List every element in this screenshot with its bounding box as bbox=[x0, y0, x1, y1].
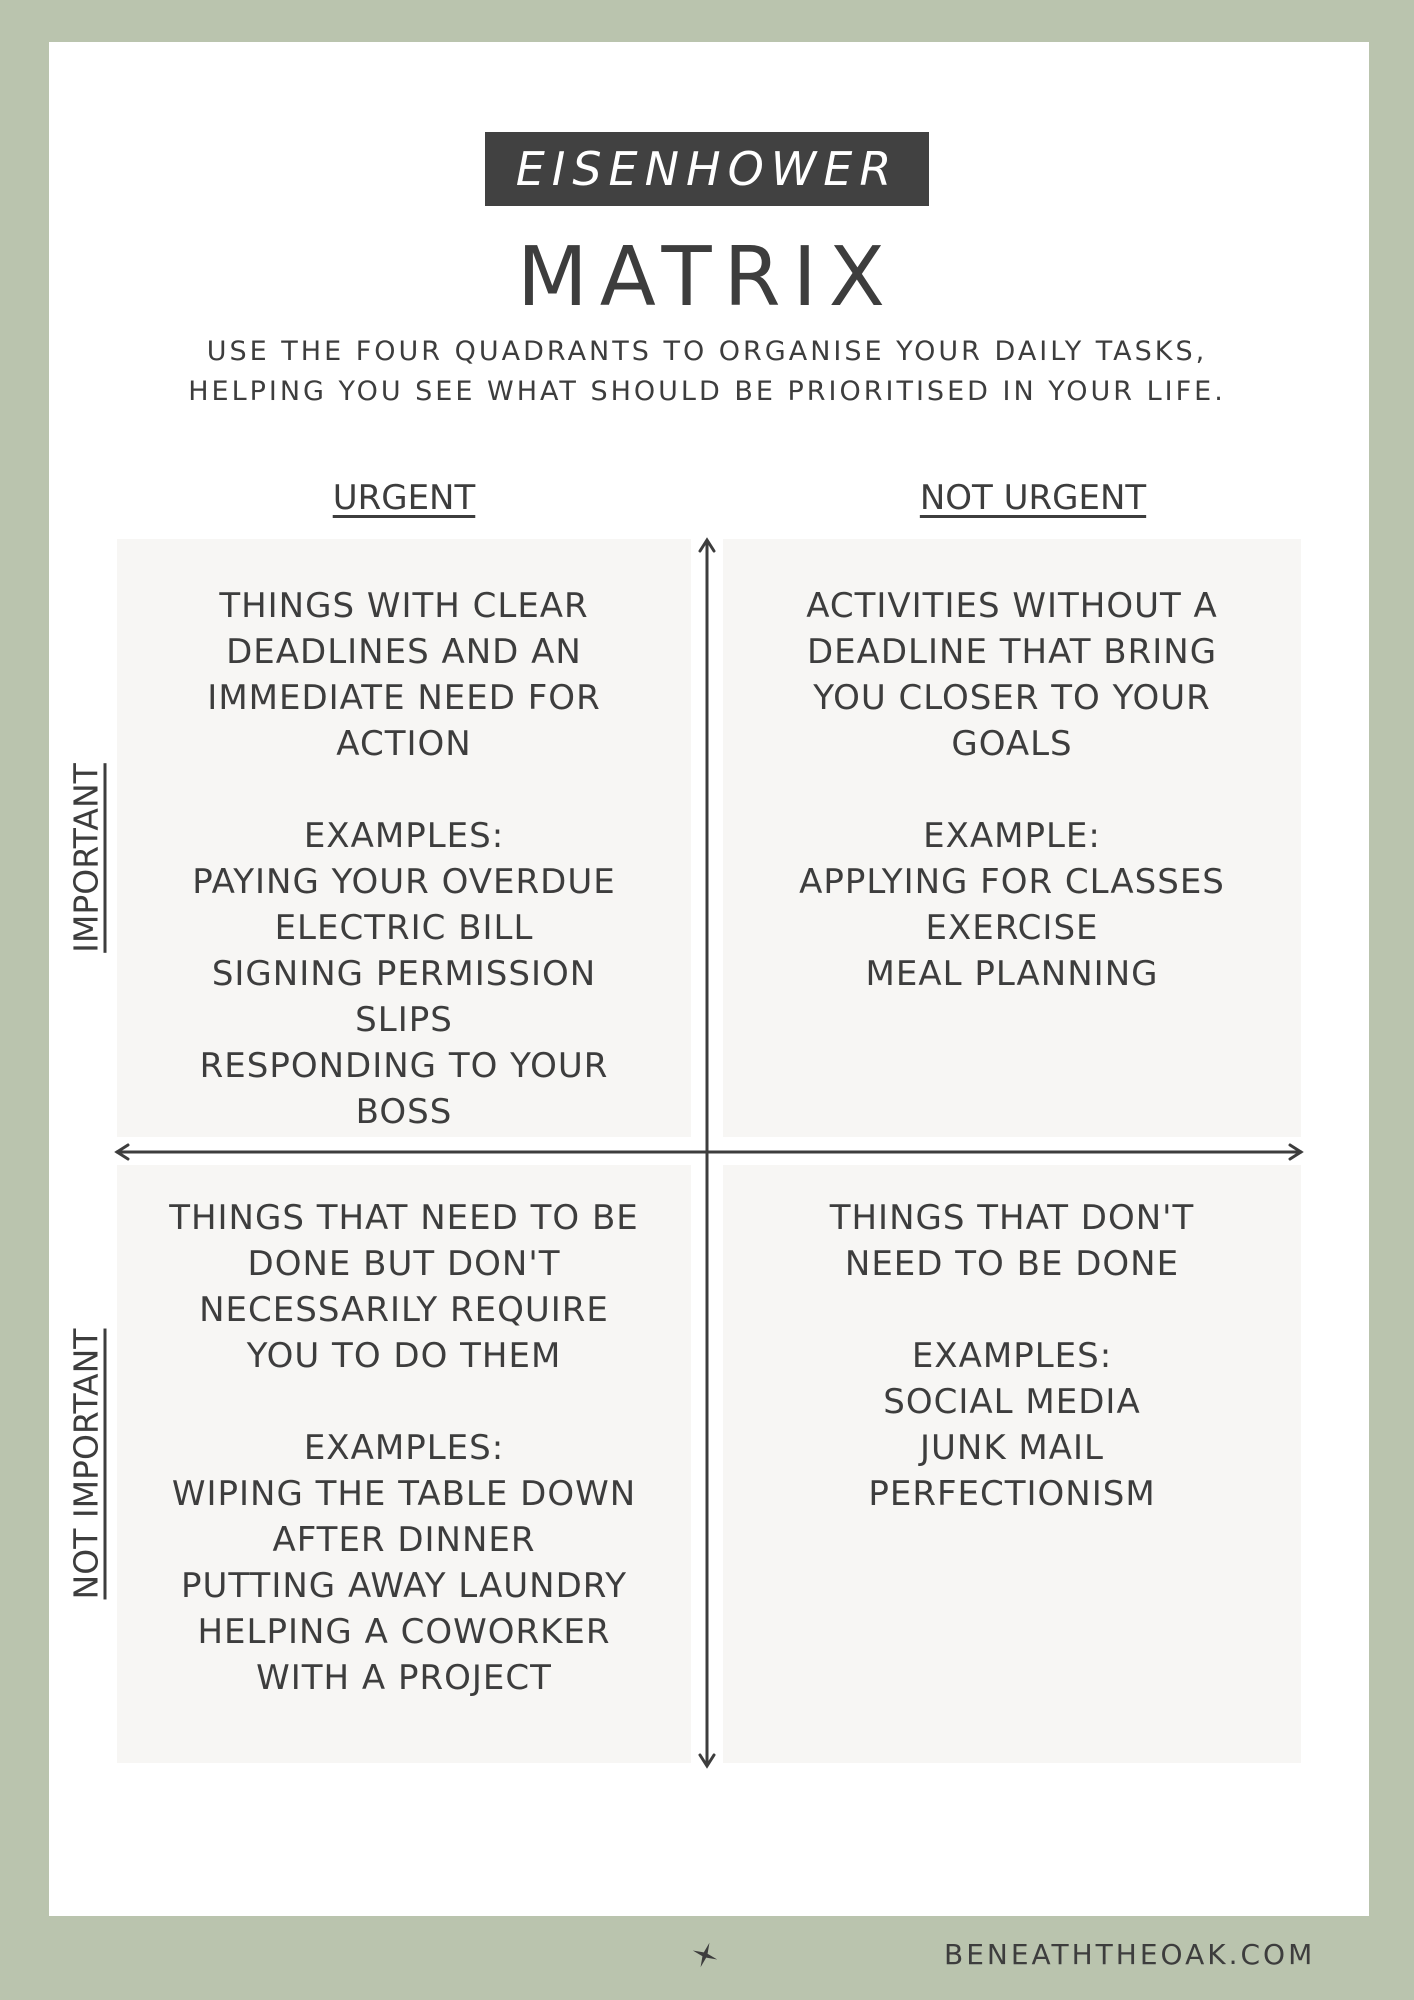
example-line: PERFECTIONISM bbox=[868, 1474, 1156, 1514]
example-line: HELPING A COWORKER bbox=[197, 1612, 611, 1652]
example-line: PAYING YOUR OVERDUE bbox=[192, 862, 616, 902]
desc-line: YOU TO DO THEM bbox=[246, 1336, 562, 1376]
title-top: EISENHOWER bbox=[515, 142, 899, 196]
desc-line: NEED TO BE DONE bbox=[844, 1244, 1180, 1284]
examples-heading: EXAMPLES: bbox=[303, 816, 505, 856]
example-line: BOSS bbox=[355, 1092, 453, 1132]
example-line: WIPING THE TABLE DOWN bbox=[171, 1474, 637, 1514]
example-line: APPLYING FOR CLASSES bbox=[799, 862, 1225, 902]
example-line: SLIPS bbox=[355, 1000, 453, 1040]
desc-line: DEADLINES AND AN bbox=[226, 632, 582, 672]
example-line: JUNK MAIL bbox=[919, 1428, 1104, 1468]
example-line: SIGNING PERMISSION bbox=[211, 954, 597, 994]
column-heading-urgent: URGENT bbox=[332, 478, 476, 518]
example-line: RESPONDING TO YOUR bbox=[199, 1046, 609, 1086]
example-line: WITH A PROJECT bbox=[256, 1658, 552, 1698]
desc-line: ACTION bbox=[336, 724, 472, 764]
desc-line: IMMEDIATE NEED FOR bbox=[207, 678, 601, 718]
example-line: EXERCISE bbox=[925, 908, 1099, 948]
desc-line: DONE BUT DON'T bbox=[247, 1244, 561, 1284]
column-heading-not-urgent: NOT URGENT bbox=[919, 478, 1147, 518]
page-title: MATRIX bbox=[517, 230, 897, 325]
footer-site[interactable]: BENEATHTHEOAK.COM bbox=[944, 1938, 1316, 1971]
desc-line: GOALS bbox=[951, 724, 1073, 764]
example-line: AFTER DINNER bbox=[272, 1520, 536, 1560]
subtitle-line-2: HELPING YOU SEE WHAT SHOULD BE PRIORITISED IN YOUR LIFE. bbox=[188, 376, 1226, 407]
example-line: SOCIAL MEDIA bbox=[883, 1382, 1141, 1422]
sparkle-icon bbox=[690, 1940, 720, 1970]
desc-line: THINGS THAT NEED TO BE bbox=[169, 1198, 639, 1238]
row-heading-important: IMPORTANT bbox=[66, 763, 106, 953]
example-line: PUTTING AWAY LAUNDRY bbox=[181, 1566, 627, 1606]
desc-line: NECESSARILY REQUIRE bbox=[199, 1290, 609, 1330]
desc-line: ACTIVITIES WITHOUT A bbox=[806, 586, 1218, 626]
subtitle-line-1: USE THE FOUR QUADRANTS TO ORGANISE YOUR DAILY TASKS, bbox=[206, 336, 1208, 367]
desc-line: YOU CLOSER TO YOUR bbox=[813, 678, 1211, 718]
examples-heading: EXAMPLES: bbox=[303, 1428, 505, 1468]
desc-line: DEADLINE THAT BRING bbox=[806, 632, 1218, 672]
row-heading-not-important: NOT IMPORTANT bbox=[66, 1328, 106, 1600]
examples-heading: EXAMPLES: bbox=[911, 1336, 1113, 1376]
example-line: MEAL PLANNING bbox=[865, 954, 1159, 994]
examples-heading: EXAMPLE: bbox=[923, 816, 1101, 856]
example-line: ELECTRIC BILL bbox=[274, 908, 534, 948]
desc-line: THINGS WITH CLEAR bbox=[219, 586, 589, 626]
desc-line: THINGS THAT DON'T bbox=[829, 1198, 1195, 1238]
